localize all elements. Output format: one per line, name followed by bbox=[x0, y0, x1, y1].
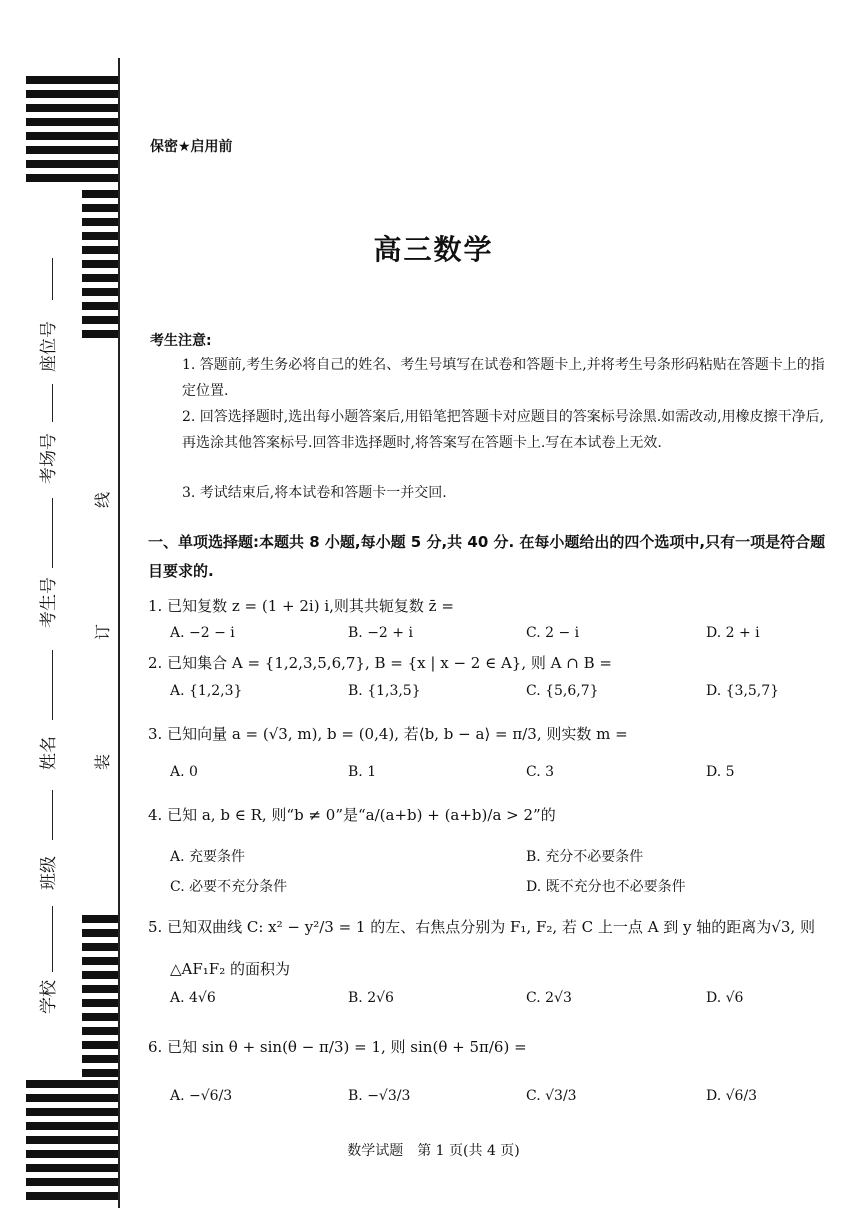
binding-word-zhuang: 装 bbox=[93, 753, 112, 770]
question-4-option-c: C. 必要不充分条件 bbox=[170, 879, 288, 895]
question-1-option-a: A. −2 − i bbox=[170, 625, 235, 641]
exam-number-label: 考生号 bbox=[39, 577, 59, 628]
question-6-option-a: A. −√6/3 bbox=[170, 1088, 233, 1104]
barcode-lower bbox=[82, 915, 118, 1083]
question-3-option-b: B. 1 bbox=[348, 764, 377, 780]
binding-word-line: 线 bbox=[93, 491, 112, 508]
question-2-option-d: D. {3,5,7} bbox=[706, 683, 780, 699]
question-5-option-d: D. √6 bbox=[706, 990, 744, 1006]
confidential-mark: 保密★启用前 bbox=[150, 139, 233, 155]
question-3-stem: 3. 已知向量 a = (√3, m), b = (0,4), 若⟨b, b − a⟩ = π/3, 则实数 m = bbox=[148, 725, 628, 743]
notice-item-3: 3. 考试结束后,将本试卷和答题卡一并交回. bbox=[182, 485, 447, 501]
question-3-option-a: A. 0 bbox=[170, 764, 198, 780]
page-footer: 数学试题 第 1 页(共 4 页) bbox=[347, 1143, 520, 1159]
class-label: 班级 bbox=[39, 856, 59, 890]
question-6-stem: 6. 已知 sin θ + sin(θ − π/3) = 1, 则 sin(θ + 5π/6) = bbox=[148, 1038, 527, 1056]
name-blank bbox=[52, 650, 53, 720]
question-2-option-b: B. {1,3,5} bbox=[348, 683, 421, 699]
notice-item-2: 2. 回答选择题时,选出每小题答案后,用铅笔把答题卡对应题目的答案标号涂黑.如需改动,用橡皮擦干净后,再选涂其他答案标号.回答非选择题时,将答案写在答题卡上.写在本试卷上无效. bbox=[182, 409, 825, 451]
question-5-option-c: C. 2√3 bbox=[526, 990, 572, 1006]
question-2-option-a: A. {1,2,3} bbox=[170, 683, 243, 699]
class-blank bbox=[52, 790, 53, 840]
question-2-stem: 2. 已知集合 A = {1,2,3,5,6,7}, B = {x | x − 2 ∈ A}, 则 A ∩ B = bbox=[148, 654, 612, 672]
question-6-option-b: B. −√3/3 bbox=[348, 1088, 411, 1104]
question-5-option-a: A. 4√6 bbox=[170, 990, 216, 1006]
page-title: 高三数学 bbox=[373, 233, 494, 266]
question-5-option-b: B. 2√6 bbox=[348, 990, 394, 1006]
question-3-option-c: C. 3 bbox=[526, 764, 555, 780]
question-2-option-c: C. {5,6,7} bbox=[526, 683, 599, 699]
binding-word-ding: 订 bbox=[93, 623, 112, 640]
question-1-option-c: C. 2 − i bbox=[526, 625, 580, 641]
exam-room-blank bbox=[52, 384, 53, 422]
question-1-stem: 1. 已知复数 z = (1 + 2i) i,则其共轭复数 z̄ = bbox=[148, 597, 454, 615]
school-blank bbox=[52, 906, 53, 972]
question-5-stem: 5. 已知双曲线 C: x² − y²/3 = 1 的左、右焦点分别为 F₁, F₂, 若 C 上一点 A 到 y 轴的距离为√3, 则 bbox=[148, 918, 815, 936]
barcode-top bbox=[26, 76, 118, 188]
question-4-stem: 4. 已知 a, b ∈ R, 则“b ≠ 0”是“a/(a+b) + (a+b)/a > 2”的 bbox=[148, 806, 556, 824]
question-1-option-d: D. 2 + i bbox=[706, 625, 760, 641]
question-3-option-d: D. 5 bbox=[706, 764, 735, 780]
question-6-option-d: D. √6/3 bbox=[706, 1088, 758, 1104]
question-5-stem-continued: △AF₁F₂ 的面积为 bbox=[170, 960, 290, 978]
question-4-option-b: B. 充分不必要条件 bbox=[526, 849, 644, 865]
school-label: 学校 bbox=[39, 980, 59, 1014]
question-1-option-b: B. −2 + i bbox=[348, 625, 413, 641]
question-4-option-d: D. 既不充分也不必要条件 bbox=[526, 879, 686, 895]
exam-number-blank bbox=[52, 498, 53, 568]
seat-number-label: 座位号 bbox=[39, 321, 59, 372]
question-6-option-c: C. √3/3 bbox=[526, 1088, 577, 1104]
name-label: 姓名 bbox=[39, 736, 59, 770]
notice-heading: 考生注意: bbox=[150, 333, 212, 349]
notice-item-1: 1. 答题前,考生务必将自己的姓名、考生号填写在试卷和答题卡上,并将考生号条形码粘贴在答题卡上的指定位置. bbox=[182, 357, 825, 399]
question-4-option-a: A. 充要条件 bbox=[170, 849, 246, 865]
exam-room-label: 考场号 bbox=[39, 433, 59, 484]
section-heading: 一、单项选择题:本题共 8 小题,每小题 5 分,共 40 分. 在每小题给出的四个选项中,只有一项是符合题目要求的. bbox=[148, 533, 826, 580]
